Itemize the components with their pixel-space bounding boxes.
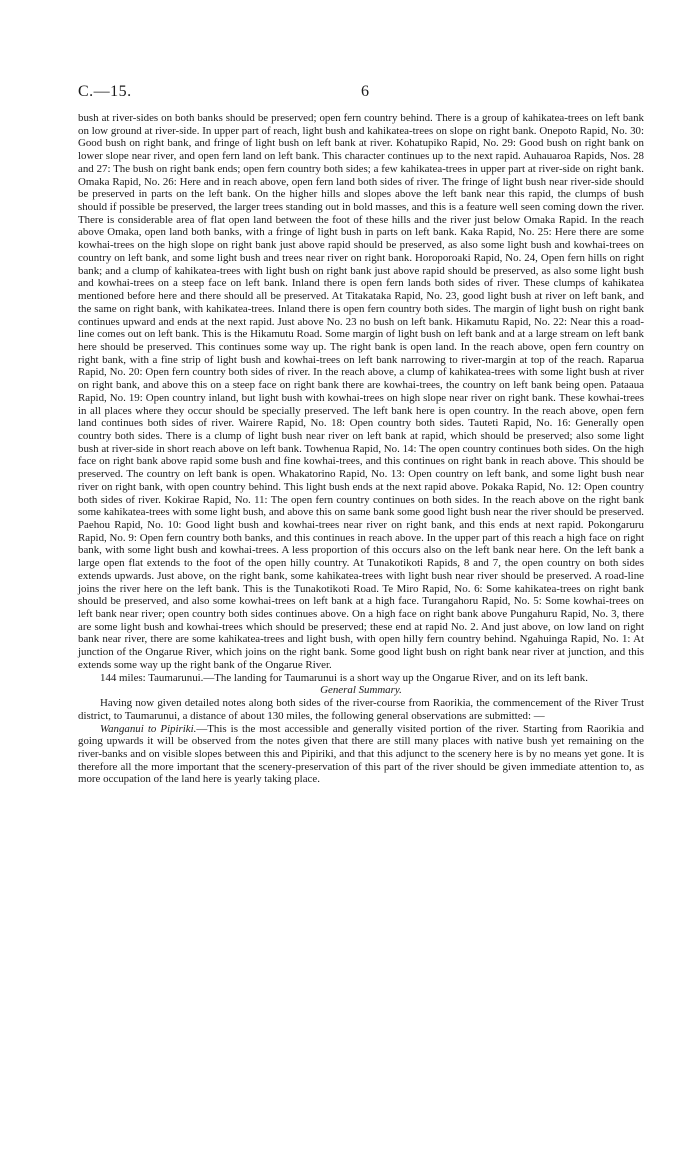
document-body [78,112,644,786]
body-paragraph-wanganui [78,723,644,787]
body-paragraph-taumarunui: 144 miles: Taumarunui.—The landing for Taumarunui is a short way up the Ongarue River, and on its left bank. [100,671,588,684]
body-paragraph-summary-intro: Having now given detailed notes along both sides of the river-course from Raorikia, the commencement of the River Trust district, to Taumarunui, a distance of about 130 miles, the following general observations are submitted: — [78,697,644,722]
wanganui-section-text: —This is the most accessible and generally visited portion of the river. Starting from Raorikia and going upwards it will be observed from the notes given that there are still many places with native bush yet remaining on the river-banks and on visible slopes between this and Pipiriki, and that this adjunct to the scenery here is by no means yet gone. It is therefore all the more important that the scenery-preservation of this part of the river should be given immediate attention to, as more occupation of the land here is yearly taking place. [78,722,644,786]
page-header [78,83,643,105]
section-heading-general-summary: General Summary. [320,684,402,697]
document-code: C.—15. [78,83,132,100]
body-paragraph-rapids: bush at river-sides on both banks should be preserved; open fern country behind. There is a group of kahikatea-trees on left bank on low ground at river-side. In upper part of reach, light bush and kahikatea-trees on slope on right bank. Onepoto Rapid, No. 30: Good bush on right bank, and fringe of light bush on left bank at river. Kohatupiko Rapid, No. 29: Good bush on right bank on lower slope near river, and open fern land on left bank. This character continues up to the next rapid. Auhauaroa Rapids, Nos. 28 and 27: The bush on right bank ends; open fern country both sides; a few kahikatea-trees in upper part at river-side on right bank. Omaka Rapid, No. 26: Here and in reach above, open fern land both sides of river. The fringe of light bush near river-side should be preserved in parts on the left bank. On the higher hills and slopes above the left bank near this rapid, the clumps of bush should if possible be preserved, the larger trees standing out in bold masses, and this is a feature well seen coming down the river. There is considerable area of flat open land between the foot of these hills and the river just below Omaka Rapid. In the reach above Omaka, open land both banks, with a fringe of light bush in parts on left bank. Kaka Rapid, No. 25: Here there are some kowhai-trees on the high slope on right bank just above rapid should be preserved, as also some light bush and kowhai-trees on country on left bank, and some light bush and trees near river on right bank. Horoporoaki Rapid, No. 24, Open fern hills on right bank; and a clump of kahikatea-trees with light bush on right bank just above rapid should be preserved, as also some light bush and kowhai-trees on a steep face on left bank. Inland there is open fern lands both sides of river. These clumps of kahikatea mentioned before here and there should all be preserved. At Titakataka Rapid, No. 23, good light bush at river on left bank, and the same on right bank, with kahikatea-trees. Inland there is open fern country both sides. The margin of light bush on right bank continues upward and ends at the next rapid. Just above No. 23 no bush on left bank. Hikamutu Rapid, No. 22: Near this a road-line comes out on left bank. This is the Hikamutu Road. Some margin of light bush on left bank and at a large stream on left bank here should be preserved. This continues some way up. The right bank is open land. In the reach above, open fern country on right bank, with a fine strip of light bush and kowhai-trees on left bank narrowing to river-margin at top of the reach. Raparua Rapid, No. 20: Open fern country both sides of river. In the reach above, a clump of kahikatea-trees with some light bush at river on right bank, and above this on a steep face on right bank there are kowhai-trees, the country on left bank being open. Pataaua Rapid, No. 19: Open country inland, but light bush with kowhai-trees on high slope near river on right bank. These kowhai-trees in all places where they occur should be specially preserved. The left bank here is open country. In the reach above, open fern land continues both sides of river. Wairere Rapid, No. 18: Open country both sides. Tauteti Rapid, No. 16: Generally open country both sides. There is a clump of light bush near river on left bank at rapid, which should be preserved; also some light bush at river-side in short reach above on left bank. Towhenua Rapid, No. 14: The open country continues both sides. On the high face on right bank above rapid some bush and fine kowhai-trees, and this continues on right bank in reach above. This should be preserved. The country on left bank is open. Whakatorino Rapid, No. 13: Open country on left bank, and some light bush near river on right bank, with open country behind. This light bush ends at the next rapid above. Pokaka Rapid, No. 12: Open country both sides of river. Kokirae Rapid, No. 11: The open fern country continues on both sides. In the reach above on the right bank some kahikatea-trees with some light bush, and above this on same bank some good light bush near the river should be preserved. Paehou Rapid, No. 10: Good light bush and kowhai-trees near river on right bank, and this ends at next rapid. Pokongaruru Rapid, No. 9: Open fern country both banks, and this continues in reach above. In the upper part of this reach a high face on right bank, with some light bush and kowhai-trees. A less proportion of this occurs also on the left bank near here. On the left bank a large open flat extends to the foot of the open hilly country. At Tunakotikoti Rapids, 8 and 7, the open country on both sides extends upwards. Just above, on the right bank, some kahikatea-trees with light bush near river should be preserved. A road-line joins the river here on the left bank. This is the Tunakotikoti Road. Te Miro Rapid, No. 6: Some kahikatea-trees on right bank should be preserved, and also some kowhai-trees on left bank at a high face. Turangahoru Rapid, No. 5: Some kowhai-trees on left bank near river; open country both sides continues above. On a high face on right bank above Pungahuru Rapid, No. 3, there are some light bush and kowhai-trees which should be preserved; these end at rapid No. 2. And just above, on low land on right bank near river, there are some kahikatea-trees and light bush, with open hilly fern country behind. Ngahuinga Rapid, No. 1: At junction of the Ongarue River, which joins on the right bank. Some good light bush on right bank near river at junction, and this extends some way up the right bank of the Ongarue River. [78,112,644,671]
wanganui-section-lead: Wanganui to Pipiriki. [100,722,197,735]
page-number: 6 [361,83,369,100]
